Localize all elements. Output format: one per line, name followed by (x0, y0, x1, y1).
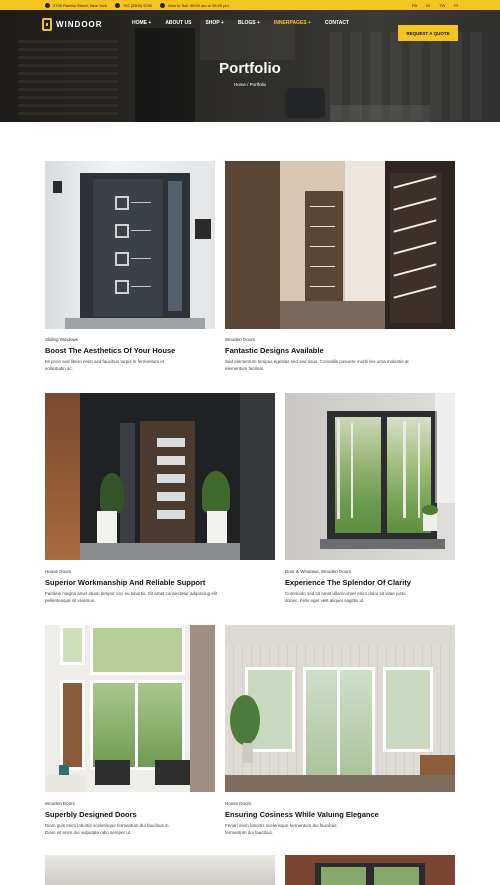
project-category[interactable]: Wooden Doors (45, 801, 75, 806)
project-image[interactable] (45, 393, 275, 560)
project-title[interactable]: Experience The Splendor Of Clarity (285, 578, 411, 587)
main-nav (0, 10, 500, 40)
phone-item[interactable] (115, 3, 152, 8)
nav-item-home[interactable]: HOME + (132, 20, 152, 26)
location-icon (45, 3, 50, 8)
nav-item-shop[interactable]: SHOP + (205, 20, 224, 26)
hours-item (160, 3, 228, 8)
page-title: Portfolio (219, 60, 281, 77)
door-logo-icon (42, 18, 52, 31)
project-title[interactable]: Fantastic Designs Available (225, 346, 324, 355)
project-description: Diam quis enim lobortis scelerisque fermentum dui faucibus in. Diam sit enim dui vulputate odio semper ut. (45, 823, 170, 835)
project-description: Mi proin sed libero enim sed faucibus turpis in fermentum et sollicitudin ac. (45, 359, 165, 371)
breadcrumb[interactable]: Home / Portfolio (233, 82, 267, 87)
nav-item-blogs[interactable]: BLOGS + (237, 20, 260, 26)
pinterest-icon[interactable]: PI (454, 2, 458, 8)
instagram-icon[interactable]: IN (426, 2, 430, 8)
hours-text: Mon to Sat: 09:00 am to 05:00 pm (168, 2, 229, 8)
project-description: Facilisis magna amet etiam tempor orci eu lobortis. Sit amet consectetur adipiscing elit pellentesque sit vivamus. (45, 591, 218, 603)
clock-icon (160, 3, 165, 8)
project-title[interactable]: Boost The Aesthetics Of Your House (45, 346, 176, 355)
brand-name: WINDOOR (56, 20, 103, 29)
project-category[interactable]: Door & Windows, Wooden Doors (285, 569, 351, 574)
project-image[interactable] (285, 393, 455, 560)
project-description: Sed elementum tempus egestas sed sed risus. Convallis posuere morbi leo urna molestie at elementum facilisis. (225, 359, 409, 371)
project-image[interactable] (285, 855, 455, 885)
project-image[interactable] (225, 625, 455, 792)
project-description: Commodo sed sit amet ullamcorper enim dolor sit vitae justo donec. Felis eget velit aliquet sagittis id. (285, 591, 406, 603)
page-hero (0, 10, 500, 122)
project-image[interactable] (45, 161, 215, 329)
project-image[interactable] (45, 855, 275, 885)
nav-item-about[interactable]: ABOUT US (165, 20, 192, 26)
nav-item-innerpages[interactable]: INNERPAGES + (273, 20, 311, 26)
facebook-icon[interactable]: FB (411, 2, 417, 8)
project-image[interactable] (45, 625, 215, 792)
nav-item-contact[interactable]: CONTACT (324, 20, 349, 26)
nav-menu (132, 20, 349, 26)
phone-icon (115, 3, 120, 8)
address-item (45, 3, 107, 8)
address-text: 2705 Rambo Street, New York (53, 2, 107, 8)
project-title[interactable]: Superbly Designed Doors (45, 810, 137, 819)
project-description: Fenari enim lobortis scelerisque fermentum dui faucibus fermentum dui faucibus. (225, 823, 337, 835)
project-category[interactable]: House Doors (225, 801, 252, 806)
phone-text[interactable]: +02 (2500) 6789 (122, 2, 153, 8)
request-quote-button[interactable]: REQUEST A QUOTE (398, 25, 458, 41)
project-title[interactable]: Superior Workmanship And Reliable Support (45, 578, 206, 587)
project-category[interactable]: House Doors (45, 569, 72, 574)
project-title[interactable]: Ensuring Cosiness While Valuing Elegance (225, 810, 379, 819)
twitter-icon[interactable]: TW (439, 2, 446, 8)
brand-logo[interactable] (42, 18, 103, 31)
project-image[interactable] (225, 161, 455, 329)
top-info-bar (0, 0, 500, 10)
social-links (412, 0, 458, 10)
project-category[interactable]: Sliding Windows (45, 337, 79, 342)
project-category[interactable]: Wooden Doors (225, 337, 255, 342)
